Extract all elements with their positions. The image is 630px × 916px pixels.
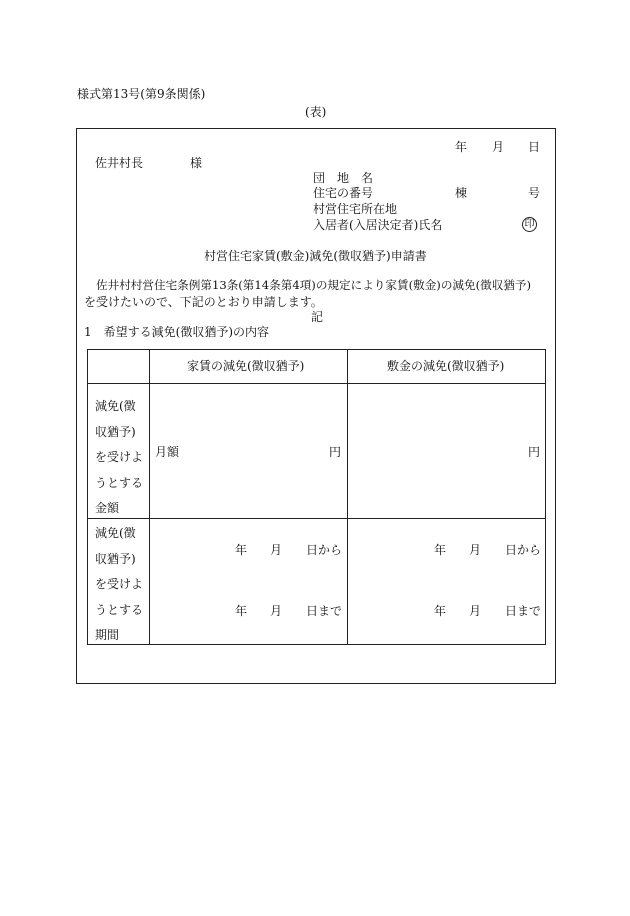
header-rent: 家賃の減免(徴収猶予) [187,359,305,373]
rent-from-month: 月 [270,543,283,557]
resident-name-label: 入居者(入居決定者)氏名 [313,218,443,232]
deposit-to-year: 年 [434,604,447,618]
monthly-label: 月額 [155,445,180,459]
rent-to-day: 日まで [306,604,343,618]
building-label: 棟 [455,186,468,200]
rent-from-year: 年 [235,543,248,557]
rent-yen: 円 [329,445,342,459]
rent-to-month: 月 [270,604,283,618]
period-label-line: 収猶予) [95,551,136,566]
deposit-to-month: 月 [469,604,482,618]
table-row-divider [87,518,546,519]
deposit-yen: 円 [528,445,541,459]
period-label-line: 期間 [95,628,120,642]
request-table [87,349,546,645]
amount-label-line: 収猶予) [95,424,136,439]
rent-from-day: 日から [306,543,343,557]
period-row-label [95,521,143,649]
side-label: (表) [305,105,327,119]
date-year: 年 [455,140,468,154]
form-number: 様式第13号(第9条関係) [77,87,206,101]
section-heading: 1 希望する減免(徴収猶予)の内容 [84,325,269,339]
period-label-line: 減免(徴 [95,526,136,540]
amount-label-line: を受けよ [95,450,144,464]
document-title: 村営住宅家賃(敷金)減免(徴収猶予)申請書 [204,249,427,263]
table-column-divider [347,349,348,645]
table-label-divider [149,349,150,645]
house-number-label: 住宅の番号 [313,186,374,200]
deposit-to-day: 日まで [505,604,542,618]
rent-to-year: 年 [235,604,248,618]
body-line-1: 佐井村村営住宅条例第13条(第14条第4項)の規定により家賃(敷金)の減免(徴収猶予) [96,278,532,292]
seal-mark: 印 [522,217,537,232]
amount-label-line: 減免(徴 [95,399,136,413]
date-month: 月 [492,140,505,154]
address-label: 村営住宅所在地 [313,202,398,216]
group-name-label: 団 地 名 [313,171,374,185]
ki-mark: 記 [311,310,324,324]
addressee-name: 佐井村長 [95,156,144,170]
addressee-honorific: 様 [190,156,203,170]
period-label-line: を受けよ [95,577,144,591]
deposit-from-day: 日から [505,543,542,557]
date-day: 日 [528,140,541,154]
deposit-from-year: 年 [434,543,447,557]
period-label-line: うとする [95,602,144,617]
table-header-divider [87,383,546,384]
deposit-from-month: 月 [469,543,482,557]
unit-label: 号 [528,186,541,200]
header-deposit: 敷金の減免(徴収猶予) [387,359,505,373]
body-line-2: を受けたいので、下記のとおり申請します。 [84,295,323,309]
amount-label-line: うとする [95,475,144,490]
amount-row-label [95,394,143,522]
amount-label-line: 金額 [95,501,120,515]
